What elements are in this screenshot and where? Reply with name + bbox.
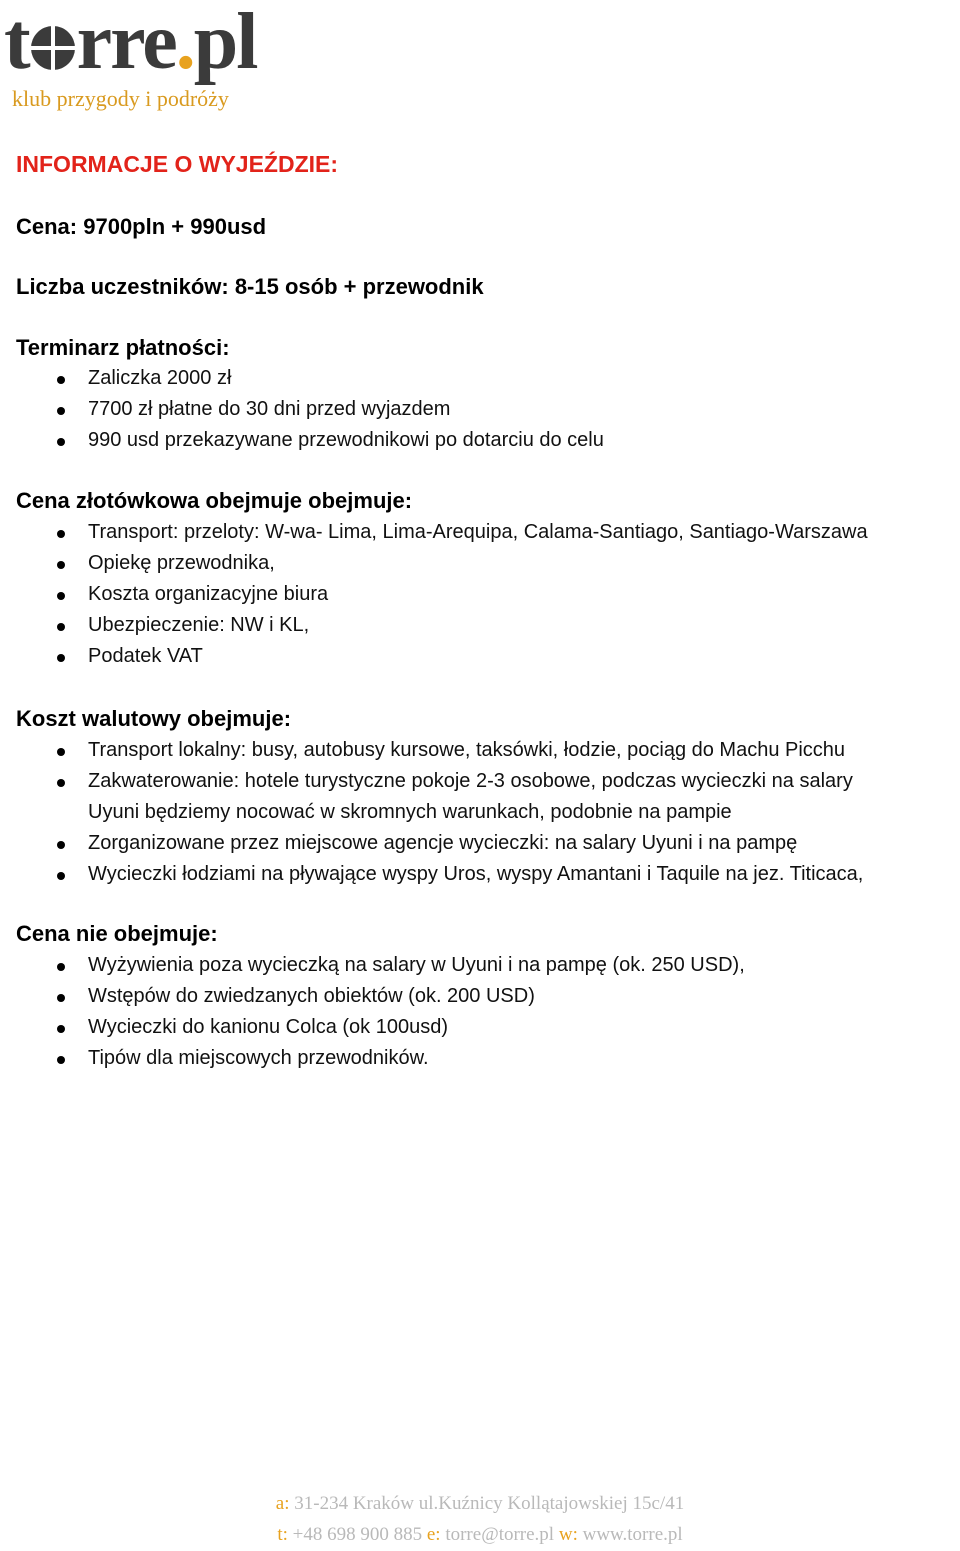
logo-tld: pl [193,0,257,86]
address-text: 31-234 Kraków ul.Kuźnicy Kollątajowskiej 15c/41 [294,1493,685,1514]
list-item: 990 usd przekazywane przewodnikowi po dotarciu do celu [16,425,604,456]
list-item: Transport lokalny: busy, autobusy kursowe, taksówki, łodzie, pociąg do Machu Picchu [16,735,863,766]
pln-includes-list [16,517,868,672]
excludes-list [16,950,745,1074]
page-title: INFORMACJE O WYJEŹDZIE: [16,151,339,177]
logo-tagline: klub przygody i podróży [12,86,229,111]
currency-includes-list [16,735,863,890]
logo-dot: . [175,0,194,86]
list-item: Zorganizowane przez miejscowe agencje wycieczki: na salary Uyuni i na pampę [16,828,863,859]
web-link[interactable]: www.torre.pl [582,1524,683,1545]
list-item: Wstępów do zwiedzanych obiektów (ok. 200 USD) [16,981,745,1012]
list-item: Wyżywienia poza wycieczką na salary w Uyuni i na pampę (ok. 250 USD), [16,950,745,981]
list-item-with-continuation [16,766,863,828]
address-label: a: [275,1493,290,1514]
list-item: Opiekę przewodnika, [16,548,868,579]
globe-icon [31,26,75,70]
currency-includes-heading: Koszt walutowy obejmuje: [16,706,292,731]
payments-heading: Terminarz płatności: [16,335,230,360]
pln-includes-heading: Cena złotówkowa obejmuje obejmuje: [16,488,413,513]
email-label: e: [426,1524,441,1545]
list-item: Wycieczki łodziami na pływające wyspy Uros, wyspy Amantani i Taquile na jez. Titicaca, [16,859,863,890]
logo-wordmark [4,0,257,86]
phone-text: +48 698 900 885 [292,1524,423,1545]
phone-label: t: [277,1524,288,1545]
excludes-heading: Cena nie obejmuje: [16,921,218,946]
list-item: Zaliczka 2000 zł [16,363,604,394]
list-item-text: Zakwaterowanie: hotele turystyczne pokoje 2-3 osobowe, podczas wycieczki na salary [88,770,853,792]
logo-prefix: t [4,0,29,86]
logo-suffix: rre [76,0,176,86]
web-label: w: [558,1524,578,1545]
participants-line: Liczba uczestników: 8-15 osób + przewodnik [16,274,484,299]
list-item: Koszta organizacyjne biura [16,579,868,610]
list-item: Wycieczki do kanionu Colca (ok 100usd) [16,1012,745,1043]
payments-list [16,363,604,456]
footer-address [0,1493,960,1515]
footer-contact [0,1524,960,1546]
list-item-continuation: Uyuni będziemy nocować w skromnych warunkach, podobnie na pampie [88,801,732,823]
list-item: 7700 zł płatne do 30 dni przed wyjazdem [16,394,604,425]
company-logo [4,2,334,114]
list-item: Tipów dla miejscowych przewodników. [16,1043,745,1074]
list-item: Transport: przeloty: W-wa- Lima, Lima-Arequipa, Calama-Santiago, Santiago-Warszawa [16,517,868,548]
price-line: Cena: 9700pln + 990usd [16,214,267,239]
list-item: Podatek VAT [16,641,868,672]
email-link[interactable]: torre@torre.pl [445,1524,555,1545]
list-item: Ubezpieczenie: NW i KL, [16,610,868,641]
